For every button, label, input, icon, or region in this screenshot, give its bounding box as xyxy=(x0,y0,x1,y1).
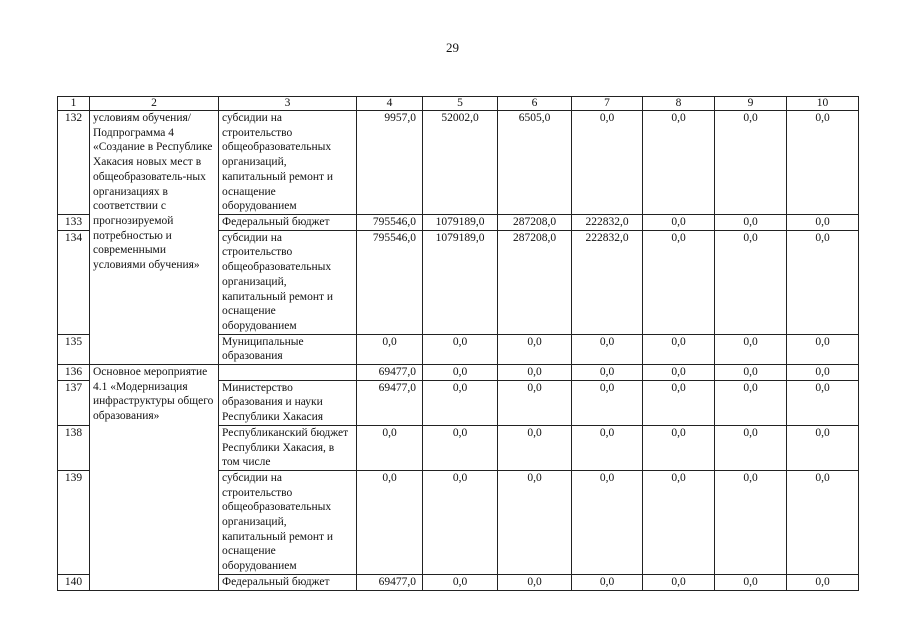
funding-source: Федеральный бюджет xyxy=(219,215,357,231)
value-cell: 0,0 xyxy=(357,470,423,574)
column-header: 1 xyxy=(58,97,90,111)
value-cell: 0,0 xyxy=(715,380,787,425)
value-cell: 795546,0 xyxy=(357,215,423,231)
value-cell: 0,0 xyxy=(787,230,859,334)
value-cell: 0,0 xyxy=(787,215,859,231)
column-header: 10 xyxy=(787,97,859,111)
row-number: 136 xyxy=(58,365,90,381)
funding-source: Министерство образования и науки Республики Хакасия xyxy=(219,380,357,425)
column-header: 3 xyxy=(219,97,357,111)
funding-source: субсидии на строительство общеобразовательных организаций, капитальный ремонт и оснащение оборудованием xyxy=(219,470,357,574)
value-cell: 0,0 xyxy=(423,425,498,470)
value-cell: 222832,0 xyxy=(572,230,643,334)
value-cell: 0,0 xyxy=(498,365,572,381)
value-cell: 0,0 xyxy=(498,470,572,574)
value-cell: 69477,0 xyxy=(357,380,423,425)
value-cell: 0,0 xyxy=(572,380,643,425)
column-header: 6 xyxy=(498,97,572,111)
value-cell: 0,0 xyxy=(787,111,859,215)
value-cell: 52002,0 xyxy=(423,111,498,215)
row-number: 139 xyxy=(58,470,90,574)
value-cell: 287208,0 xyxy=(498,215,572,231)
value-cell: 0,0 xyxy=(572,365,643,381)
value-cell: 0,0 xyxy=(498,574,572,590)
value-cell: 0,0 xyxy=(423,380,498,425)
value-cell: 1079189,0 xyxy=(423,230,498,334)
value-cell: 0,0 xyxy=(715,470,787,574)
value-cell: 0,0 xyxy=(572,574,643,590)
value-cell: 0,0 xyxy=(787,334,859,364)
value-cell: 0,0 xyxy=(643,365,715,381)
page-number: 29 xyxy=(446,40,459,55)
value-cell: 795546,0 xyxy=(357,230,423,334)
row-number: 133 xyxy=(58,215,90,231)
value-cell: 287208,0 xyxy=(498,230,572,334)
value-cell: 0,0 xyxy=(643,334,715,364)
value-cell: 0,0 xyxy=(787,365,859,381)
value-cell: 1079189,0 xyxy=(423,215,498,231)
row-number: 137 xyxy=(58,380,90,425)
row-number: 140 xyxy=(58,574,90,590)
value-cell: 0,0 xyxy=(643,230,715,334)
column-header: 4 xyxy=(357,97,423,111)
row-number: 135 xyxy=(58,334,90,364)
value-cell: 0,0 xyxy=(643,215,715,231)
value-cell: 0,0 xyxy=(715,425,787,470)
value-cell: 0,0 xyxy=(572,111,643,215)
value-cell: 0,0 xyxy=(643,470,715,574)
value-cell: 0,0 xyxy=(572,334,643,364)
funding-source xyxy=(219,365,357,381)
column-header: 9 xyxy=(715,97,787,111)
value-cell: 0,0 xyxy=(423,574,498,590)
value-cell: 0,0 xyxy=(498,425,572,470)
value-cell: 0,0 xyxy=(715,230,787,334)
table-row xyxy=(58,365,859,381)
value-cell: 0,0 xyxy=(643,111,715,215)
value-cell: 6505,0 xyxy=(498,111,572,215)
funding-source: Республиканский бюджет Республики Хакасия, в том числе xyxy=(219,425,357,470)
funding-source: Муниципальные образования xyxy=(219,334,357,364)
value-cell: 0,0 xyxy=(643,380,715,425)
value-cell: 69477,0 xyxy=(357,574,423,590)
value-cell: 0,0 xyxy=(715,334,787,364)
value-cell: 0,0 xyxy=(357,425,423,470)
value-cell: 0,0 xyxy=(643,425,715,470)
value-cell: 222832,0 xyxy=(572,215,643,231)
column-number-row xyxy=(58,97,859,111)
value-cell: 0,0 xyxy=(423,470,498,574)
value-cell: 0,0 xyxy=(423,334,498,364)
value-cell: 0,0 xyxy=(498,380,572,425)
value-cell: 0,0 xyxy=(715,574,787,590)
row-number: 132 xyxy=(58,111,90,215)
value-cell: 0,0 xyxy=(715,215,787,231)
value-cell: 0,0 xyxy=(357,334,423,364)
value-cell: 69477,0 xyxy=(357,365,423,381)
measure-name-cell: Основное мероприятие 4.1 «Модернизация инфраструктуры общего образования» xyxy=(90,365,219,591)
value-cell: 0,0 xyxy=(787,574,859,590)
value-cell: 0,0 xyxy=(715,111,787,215)
column-header: 5 xyxy=(423,97,498,111)
row-number: 138 xyxy=(58,425,90,470)
value-cell: 0,0 xyxy=(787,380,859,425)
funding-source: Федеральный бюджет xyxy=(219,574,357,590)
value-cell: 0,0 xyxy=(715,365,787,381)
value-cell: 0,0 xyxy=(643,574,715,590)
program-name-cell: условиям обучения/ Подпрограмма 4 «Создание в Республике Хакасия новых мест в общеобразователь-ных организациях в соответствии с прогнозируемой потребностью и современными условиями обучения» xyxy=(90,111,219,365)
column-header: 7 xyxy=(572,97,643,111)
table-row xyxy=(58,111,859,215)
value-cell: 0,0 xyxy=(572,470,643,574)
value-cell: 0,0 xyxy=(787,470,859,574)
value-cell: 0,0 xyxy=(423,365,498,381)
column-header: 2 xyxy=(90,97,219,111)
value-cell: 0,0 xyxy=(498,334,572,364)
value-cell: 0,0 xyxy=(572,425,643,470)
column-header: 8 xyxy=(643,97,715,111)
value-cell: 0,0 xyxy=(787,425,859,470)
funding-source: субсидии на строительство общеобразовательных организаций, капитальный ремонт и оснащение оборудованием xyxy=(219,111,357,215)
funding-source: субсидии на строительство общеобразовательных организаций, капитальный ремонт и оснащение оборудованием xyxy=(219,230,357,334)
row-number: 134 xyxy=(58,230,90,334)
value-cell: 9957,0 xyxy=(357,111,423,215)
budget-table xyxy=(57,96,859,591)
